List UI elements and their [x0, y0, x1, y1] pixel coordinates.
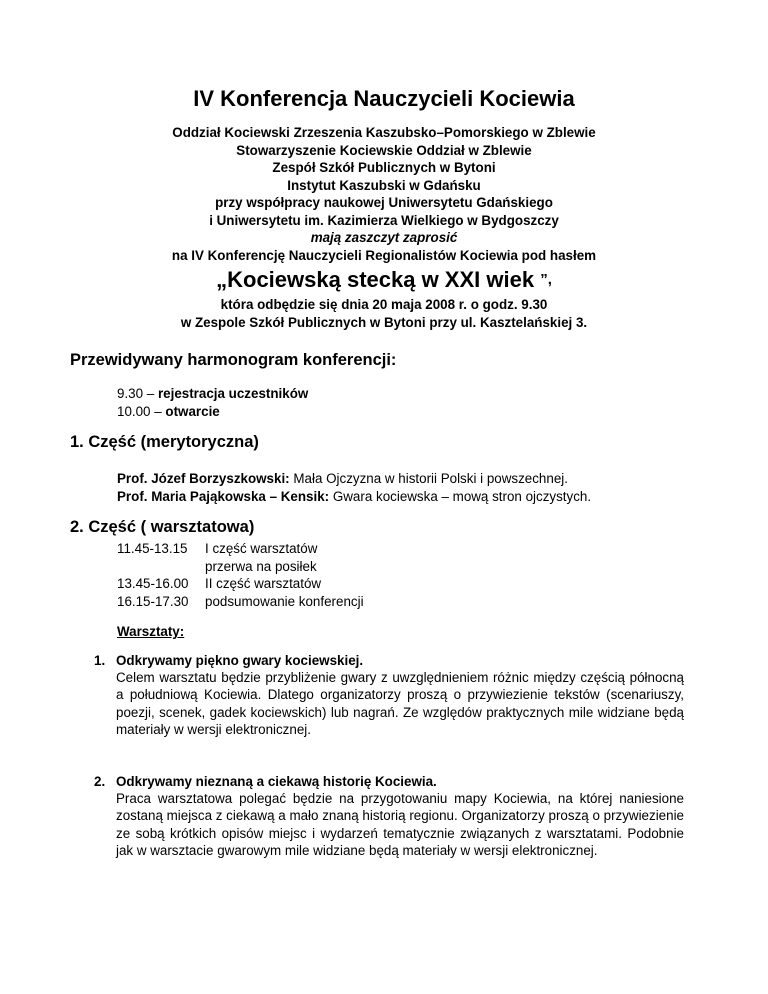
- invite-text: mają zaszczyt zaprosić: [310, 230, 458, 245]
- row-time: 13.45-16.00: [117, 576, 189, 591]
- workshop-item: [94, 652, 684, 738]
- lectures-list: [117, 470, 591, 506]
- row-label: I część warsztatów: [205, 541, 318, 556]
- workshop-item: [94, 773, 684, 859]
- workshop-number: 2.: [94, 774, 106, 789]
- organizer-line: Oddział Kociewski Zrzeszenia Kaszubsko–Pomorskiego w Zblewie: [172, 125, 596, 140]
- schedule-list: [117, 385, 308, 421]
- schedule-label: otwarcie: [165, 404, 220, 419]
- row-label: podsumowanie konferencji: [205, 593, 364, 609]
- table-row: [117, 575, 364, 593]
- lecture-speaker: Prof. Józef Borzyszkowski:: [117, 471, 290, 486]
- lecture-topic: Mała Ojczyzna w historii Polski i powszechnej.: [289, 471, 568, 486]
- organizer-line: Zespół Szkół Publicznych w Bytoni: [272, 160, 496, 175]
- row-time: 11.45-13.15: [117, 541, 188, 556]
- workshop-description: Celem warsztatu będzie przybliżenie gwary z uwzględnieniem różnic między częścią północną a południową Kociewia. Dlatego organizatorzy proszą o przywiezienie tekstów (scenariuszy, poezji, scenek, gadek kociewskich) lub nagrań. Ze względów praktycznych mile widziane będą materiały w wersji elektronicznej.: [116, 670, 684, 737]
- workshop-description: Praca warsztatowa polegać będzie na przygotowaniu mapy Kociewia, na której naniesione zostaną miejsca z ciekawą a mało znaną historią regionu. Organizatorzy proszą o przywiezienie ze sobą krótkich opisów miejsc i wydarzeń tematycznie związanych z warsztatami. Podobnie jak w warsztacie gwarowym mile widziane będą materiały w wersji elektronicznej.: [116, 791, 684, 858]
- invite-line: na IV Konferencję Nauczycieli Regionalistów Kociewia pod hasłem: [171, 247, 597, 263]
- workshop-schedule-table: [117, 540, 364, 610]
- organizer-line: przy współpracy naukowej Uniwersytetu Gdańskiego: [215, 195, 553, 210]
- date-line: która odbędzie się dnia 20 maja 2008 r. o godz. 9.30: [220, 297, 548, 312]
- organizer-line: Instytut Kaszubski w Gdańsku: [287, 177, 481, 193]
- schedule-time: 9.30 –: [117, 386, 158, 401]
- schedule-heading: Przewidywany harmonogram konferencji:: [70, 351, 397, 369]
- row-time: 16.15-17.30: [117, 593, 189, 609]
- place-line: w Zespole Szkół Publicznych w Bytoni przy ul. Kasztelańskiej 3.: [180, 314, 588, 330]
- schedule-item: [117, 385, 308, 403]
- lecture-item: [117, 470, 591, 488]
- lecture-topic: Gwara kociewska – mową stron ojczystych.: [329, 489, 592, 504]
- part2-heading: 2. Część ( warsztatowa): [70, 518, 255, 536]
- table-row: [117, 593, 364, 611]
- row-label: przerwa na posiłek: [205, 558, 317, 574]
- schedule-item: [117, 403, 308, 421]
- part1-heading: 1. Część (merytoryczna): [70, 433, 259, 451]
- workshop-title: Odkrywamy piękno gwary kociewskiej.: [116, 653, 364, 668]
- schedule-time: 10.00 –: [117, 404, 166, 419]
- conference-motto: [0, 265, 768, 295]
- organizer-line: Stowarzyszenie Kociewskie Oddział w Zblewie: [236, 142, 532, 158]
- document-title: IV Konferencja Nauczycieli Kociewia: [193, 86, 575, 111]
- table-row: [117, 558, 364, 576]
- row-label: II część warsztatów: [205, 576, 322, 591]
- motto-text: „Kociewską stecką w XXI wiek: [216, 267, 535, 292]
- workshop-title: Odkrywamy nieznaną a ciekawą historię Kociewia.: [116, 774, 437, 789]
- row-time: [117, 558, 205, 576]
- motto-close-quote: ”,: [540, 271, 552, 288]
- workshop-number: 1.: [94, 653, 106, 668]
- lecture-item: [117, 488, 591, 506]
- schedule-label: rejestracja uczestników: [157, 386, 309, 401]
- organizer-line: i Uniwersytetu im. Kazimierza Wielkiego w Bydgoszczy: [209, 212, 559, 228]
- organizers-block: [0, 124, 768, 331]
- workshops-heading: Warsztaty:: [117, 624, 185, 639]
- lecture-speaker: Prof. Maria Pająkowska – Kensik:: [117, 489, 330, 504]
- table-row: [117, 540, 364, 558]
